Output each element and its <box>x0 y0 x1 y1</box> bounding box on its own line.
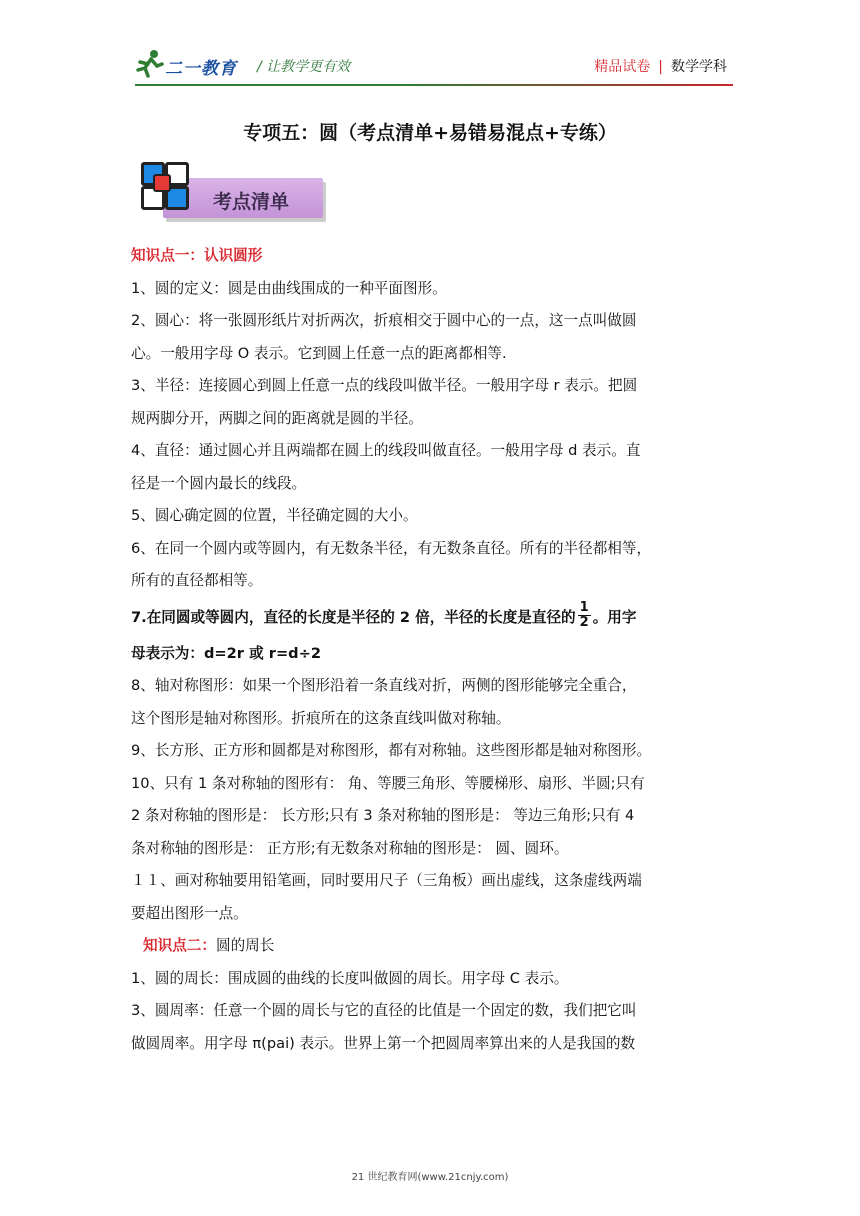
text-line: 3、圆周率：任意一个圆的周长与它的直径的比值是一个固定的数，我们把它叫 <box>131 1002 637 1019</box>
runner-logo-icon <box>135 48 165 80</box>
header-paper-type: 精品试卷 <box>594 59 651 75</box>
fraction-numerator: 1 <box>579 600 589 615</box>
text-line: 这个图形是轴对称图形。折痕所在的这条直线叫做对称轴。 <box>131 709 511 727</box>
header-divider <box>135 84 733 86</box>
text-line: １１、画对称轴要用铅笔画，同时要用尺子（三角板）画出虚线，这条虚线两端 <box>131 872 642 889</box>
text-line: 9、长方形、正方形和圆都是对称图形，都有对称轴。这些图形都是轴对称图形。 <box>131 742 652 759</box>
text-line: 6、在同一个圆内或等圆内，有无数条半径，有无数条直径。所有的半径都相等， <box>131 539 652 557</box>
text-line: 2 条对称轴的图形是： 长方形;只有 3 条对称轴的图形是： 等边三角形;只有 4 <box>131 807 635 824</box>
text-line: 1、圆的定义：圆是由曲线围成的一种平面图形。 <box>131 279 447 297</box>
text-line: 10、只有 1 条对称轴的图形有： 角、等腰三角形、等腰梯形、扇形、半圆;只有 <box>131 774 645 792</box>
text-line: 1、圆的周长：围成圆的曲线的长度叫做圆的周长。用字母 C 表示。 <box>131 969 569 987</box>
text-line: 规两脚分开，两脚之间的距离就是圆的半径。 <box>131 409 423 427</box>
logo-text: 二一教育 <box>165 59 237 79</box>
knowledge-point-1-heading: 知识点一：认识圆形 <box>131 247 263 264</box>
header-separator: | <box>658 59 663 75</box>
logo <box>135 48 253 80</box>
text-line: 2、圆心：将一张圆形纸片对折两次，折痕相交于圆中心的一点，这一点叫做圆 <box>131 312 637 329</box>
section-banner <box>133 156 329 228</box>
text-line: 要超出图形一点。 <box>131 904 248 922</box>
bold-text-line <box>131 598 731 638</box>
fraction-denominator: 2 <box>579 615 589 630</box>
slogan: / 让教学更有效 <box>257 59 351 75</box>
text-segment: 。用字 <box>592 608 637 626</box>
text-line: 3、半径：连接圆心到圆上任意一点的线段叫做半径。一般用字母 r 表示。把圆 <box>131 377 638 394</box>
page-footer: 21 世纪教育网(www.21cnjy.com) <box>351 1172 509 1183</box>
header-subject-name: 数学学科 <box>671 59 727 75</box>
knowledge-point-2-label: 知识点二： <box>143 937 216 954</box>
knowledge-point-2-title: 圆的周长 <box>215 937 275 954</box>
text-line: 做圆周率。用字母 π(pai) 表示。世界上第一个把圆周率算出来的人是我国的数 <box>131 1034 636 1052</box>
document-body <box>131 240 731 1060</box>
page-header <box>135 48 735 84</box>
header-subject <box>594 56 727 76</box>
text-line: 径是一个圆内最长的线段。 <box>131 474 307 492</box>
text-segment: 7.在同圆或等圆内，直径的长度是半径的 2 倍，半径的长度是直径的 <box>131 608 576 626</box>
banner-label: 考点清单 <box>213 191 290 213</box>
fraction <box>578 601 591 630</box>
text-line: 所有的直径都相等。 <box>131 572 263 589</box>
bold-text-line: 母表示为：d=2r 或 r=d÷2 <box>131 644 322 662</box>
text-line: 心。一般用字母 O 表示。它到圆上任意一点的距离都相等. <box>131 344 507 362</box>
page-title: 专项五：圆（考点清单+易错易混点+专练） <box>243 122 617 144</box>
text-line: 5、圆心确定圆的位置，半径确定圆的大小。 <box>131 507 418 524</box>
text-line: 8、轴对称图形：如果一个图形沿着一条直线对折，两侧的图形能够完全重合， <box>131 677 637 694</box>
text-line: 条对称轴的图形是： 正方形;有无数条对称轴的图形是： 圆、圆环。 <box>131 839 569 857</box>
knowledge-point-2-heading <box>131 930 731 963</box>
text-line: 4、直径：通过圆心并且两端都在圆上的线段叫做直径。一般用字母 d 表示。直 <box>131 442 641 459</box>
